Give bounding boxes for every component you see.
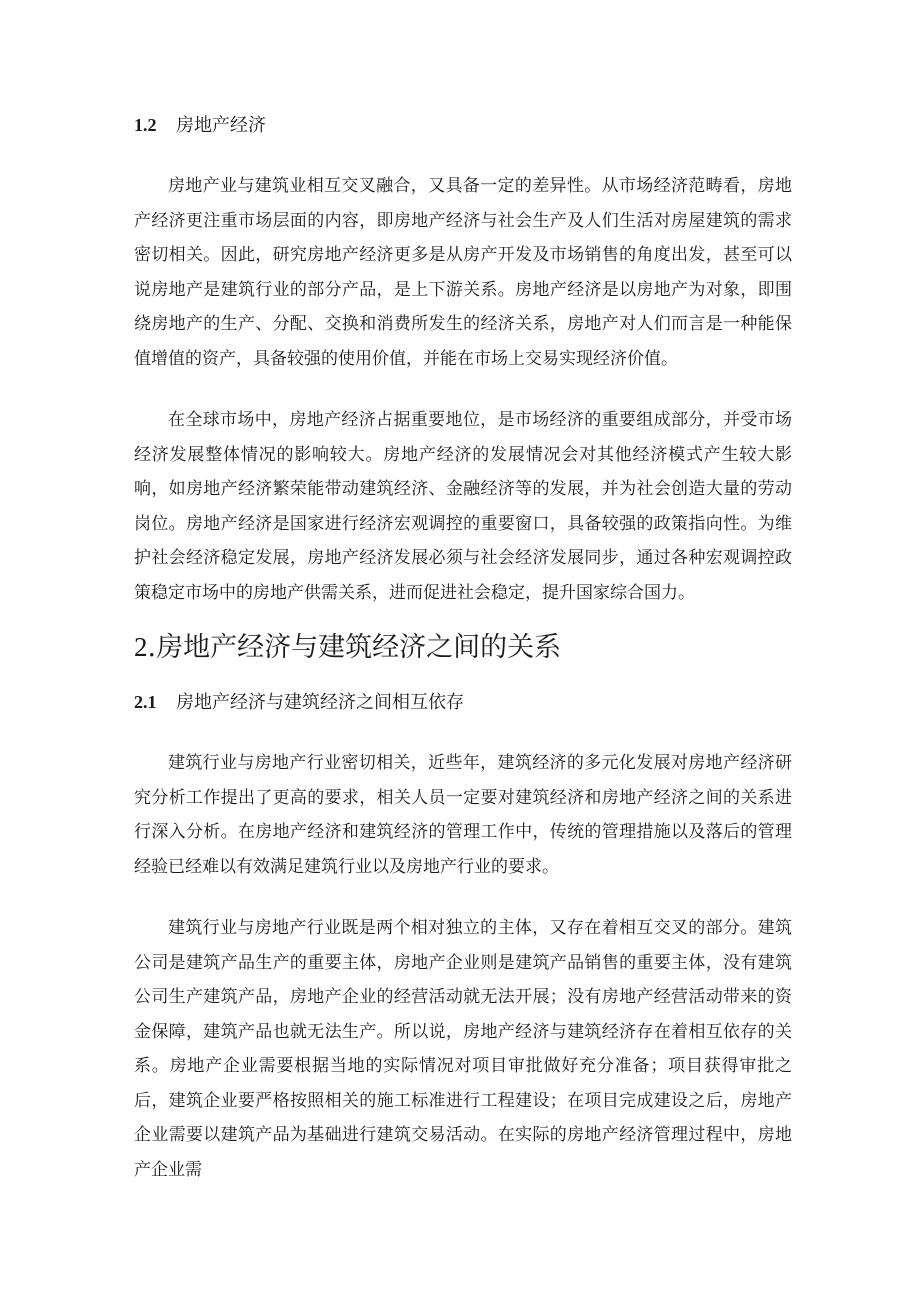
section-number: 2.1: [134, 692, 157, 712]
section-heading-2-1: [134, 685, 792, 719]
paragraph: 在全球市场中，房地产经济占据重要地位，是市场经济的重要组成部分，并受市场经济发展整体情况的影响较大。房地产经济的发展情况会对其他经济模式产生较大影响，如房地产经济繁荣能带动建筑经济、金融经济等的发展，并为社会创造大量的劳动岗位。房地产经济是国家进行经济宏观调控的重要窗口，具备较强的政策指向性。为维护社会经济稳定发展，房地产经济发展必须与社会经济发展同步，通过各种宏观调控政策稳定市场中的房地产供需关系，进而促进社会稳定，提升国家综合国力。: [134, 410, 792, 603]
paragraph: 房地产业与建筑业相互交叉融合，又具备一定的差异性。从市场经济范畴看，房地产经济更注重市场层面的内容，即房地产经济与社会生产及人们生活对房屋建筑的需求密切相关。因此，研究房地产经济更多是从房产开发及市场销售的角度出发，甚至可以说房地产是建筑行业的部分产品，是上下游关系。房地产经济是以房地产为对象，即围绕房地产的生产、分配、交换和消费所发生的经济关系，房地产对人们而言是一种能保值增值的资产，具备较强的使用价值，并能在市场上交易实现经济价值。: [134, 176, 792, 369]
section-heading-1-2: [134, 108, 792, 142]
section-number: 1.2: [134, 115, 157, 135]
section-title: .房地产经济与建筑经济之间的关系: [147, 632, 562, 663]
section-heading-2: [134, 624, 792, 670]
paragraph: 建筑行业与房地产行业既是两个相对独立的主体，又存在着相互交叉的部分。建筑公司是建筑产品生产的重要主体，房地产企业则是建筑产品销售的重要主体，没有建筑公司生产建筑产品，房地产企业的经营活动就无法开展；没有房地产经营活动带来的资金保障，建筑产品也就无法生产。所以说，房地产经济与建筑经济存在着相互依存的关系。房地产企业需要根据当地的实际情况对项目审批做好充分准备；项目获得审批之后，建筑企业要严格按照相关的施工标准进行工程建设；在项目完成建设之后，房地产企业需要以建筑产品为基础进行建筑交易活动。在实际的房地产经济管理过程中，房地产企业需: [134, 918, 792, 1180]
paragraph: 建筑行业与房地产行业密切相关，近些年，建筑经济的多元化发展对房地产经济研究分析工作提出了更高的要求，相关人员一定要对建筑经济和房地产经济之间的关系进行深入分析。在房地产经济和建筑经济的管理工作中，传统的管理措施以及落后的管理经验已经难以有效满足建筑行业以及房地产行业的要求。: [134, 753, 792, 877]
section-number: 2: [134, 632, 148, 662]
section-title: 房地产经济与建筑经济之间相互依存: [176, 692, 464, 713]
page-content: [134, 108, 792, 1187]
section-title: 房地产经济: [176, 115, 266, 136]
